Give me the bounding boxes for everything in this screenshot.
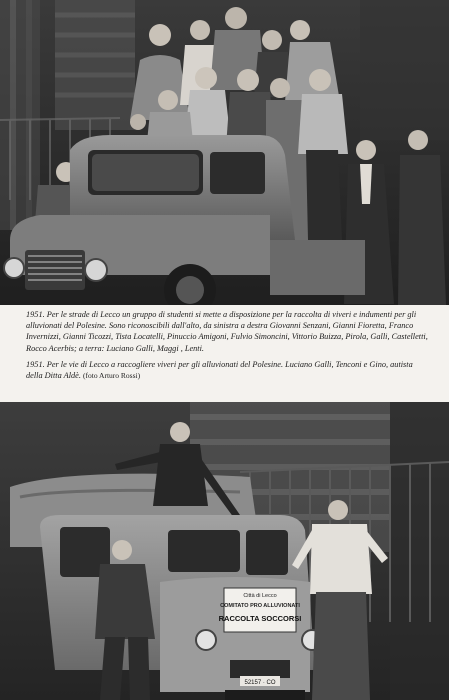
photo-credit: (foto Arturo Rossi) xyxy=(83,371,141,381)
sign-line-1: Città di Lecco xyxy=(243,593,277,599)
top-photo xyxy=(0,0,449,305)
top-photo-image xyxy=(0,0,449,305)
caption-bottom-year: 1951. xyxy=(26,359,45,369)
caption-bottom xyxy=(26,359,431,381)
caption-top xyxy=(26,309,431,354)
caption-top-text: Per le strade di Lecco un gruppo di studenti si mette a disposizione per la raccolta di viveri e indumenti per gli alluvionati del Polesine. Sono riconoscibili dall'alto, da sinistra a destra Giovanni Senzani, Gianni Fioretta, Franco Invernizzi, Gianni Ticozzi, Tista Locatelli, Pinuccio Amigoni, Fulvio Simoncini, Vittorio Buizza, Pirola, Galli, Castelletti, Rocco Acerbis; a terra: Luciano Galli, Maggi , Lenti. xyxy=(26,310,428,353)
caption-top-year: 1951. xyxy=(26,310,45,319)
captions-block xyxy=(26,309,431,386)
license-plate: 52157 · CO xyxy=(244,680,276,686)
bottom-photo xyxy=(0,402,449,700)
bottom-photo-image xyxy=(0,402,449,700)
sign-line-2: COMITATO PRO ALLUVIONATI xyxy=(220,603,300,609)
sign-line-3: RACCOLTA SOCCORSI xyxy=(218,614,302,623)
caption-bottom-text: Per le vie di Lecco a raccogliere viveri per gli alluvionati del Polesine. Luciano Galli, Tenconi e Gino, autista della Ditta Aldè. xyxy=(26,359,413,381)
